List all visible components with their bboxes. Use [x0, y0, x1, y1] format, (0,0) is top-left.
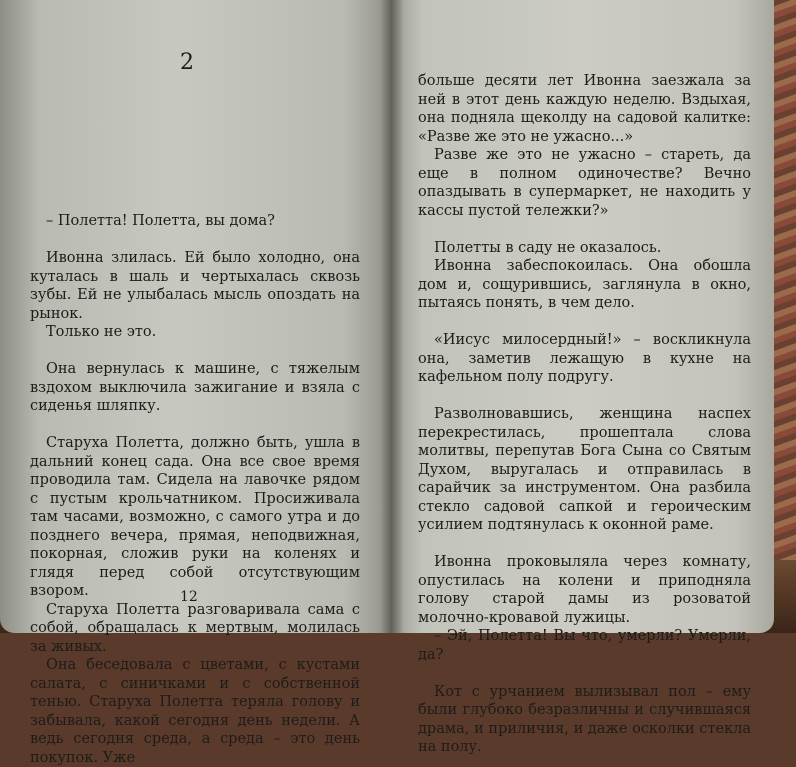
book-gutter — [380, 0, 404, 633]
paragraph: Ивонна забеспокоилась. Она обошла дом и, сощурившись, заглянула в окно, пытаясь понять, в чем дело. — [418, 258, 751, 311]
paragraph: – Полетта! Полетта, вы дома? — [46, 213, 275, 229]
paragraph: Кот с урчанием вылизывал пол – ему были глубоко безразличны и случившаяся драма, и приличия, и даже осколки стекла на полу. — [418, 683, 751, 755]
right-page — [392, 0, 774, 755]
paragraph: Она вернулась к машине, с тяжелым вздохом выключила зажигание и взяла с сиденья шляпку. — [30, 361, 360, 414]
paragraph: Разве же это не ужасно – стареть, да еще в полном одиночестве? Вечно опаздывать в супермаркет, не находить у кассы пустой тележки?» — [418, 147, 751, 219]
paragraph: Только не это. — [46, 324, 157, 340]
paragraph: Старуха Полетта, должно быть, ушла в дальний конец сада. Она все свое время проводила там. Сидела на лавочке рядом с пустым крольчатником. Просиживала там часами, возможно, с самого утра и до позднего вечера, прямая, неподвижная, покорная, сложив руки на коленях и глядя перед собой отсутствующим взором. — [30, 435, 360, 599]
paragraph: Ивонна проковыляла через комнату, опустилась на колени и приподняла голову старой дамы из розоватой молочно-кровавой лужицы. — [418, 554, 751, 626]
paragraph: Разволновавшись, женщина наспех перекрестилась, прошептала слова молитвы, перепутав Бога Сына со Святым Духом, выругалась и отправилась в сарайчик за инструментом. Она разбила стекло садовой сапкой и героическим усилием подтянулась к оконной раме. — [418, 406, 751, 533]
right-page-text — [418, 72, 751, 757]
chapter-number: 2 — [180, 50, 194, 75]
left-page — [0, 0, 392, 766]
page-number: 12 — [180, 589, 198, 605]
paragraph: больше десяти лет Ивонна заезжала за ней в этот день каждую неделю. Вздыхая, она подняла щеколду на садовой калитке: «Разве же это не ужасно...» — [418, 73, 751, 145]
paragraph: – Эй, Полетта! Вы что, умерли? Умерли, да? — [418, 628, 751, 663]
left-page-text — [30, 212, 360, 767]
paragraph: Полетты в саду не оказалось. — [434, 239, 662, 256]
paragraph: Она беседовала с цветами, с кустами салата, с синичками и с собственной тенью. Старуха Полетта теряла голову и забывала, какой сегодня день недели. А ведь сегодня среда, а среда – это день покупок. Уже — [30, 657, 360, 766]
paragraph: «Иисус милосердный!» – воскликнула она, заметив лежащую в кухне на кафельном полу подругу. — [418, 332, 751, 385]
paragraph: Старуха Полетта разговаривала сама с собой, обращалась к мертвым, молилась за живых. — [30, 601, 360, 655]
paragraph: Ивонна злилась. Ей было холодно, она куталась в шаль и чертыхалась сквозь зубы. Ей не улыбалась мысль опоздать на рынок. — [30, 250, 360, 322]
